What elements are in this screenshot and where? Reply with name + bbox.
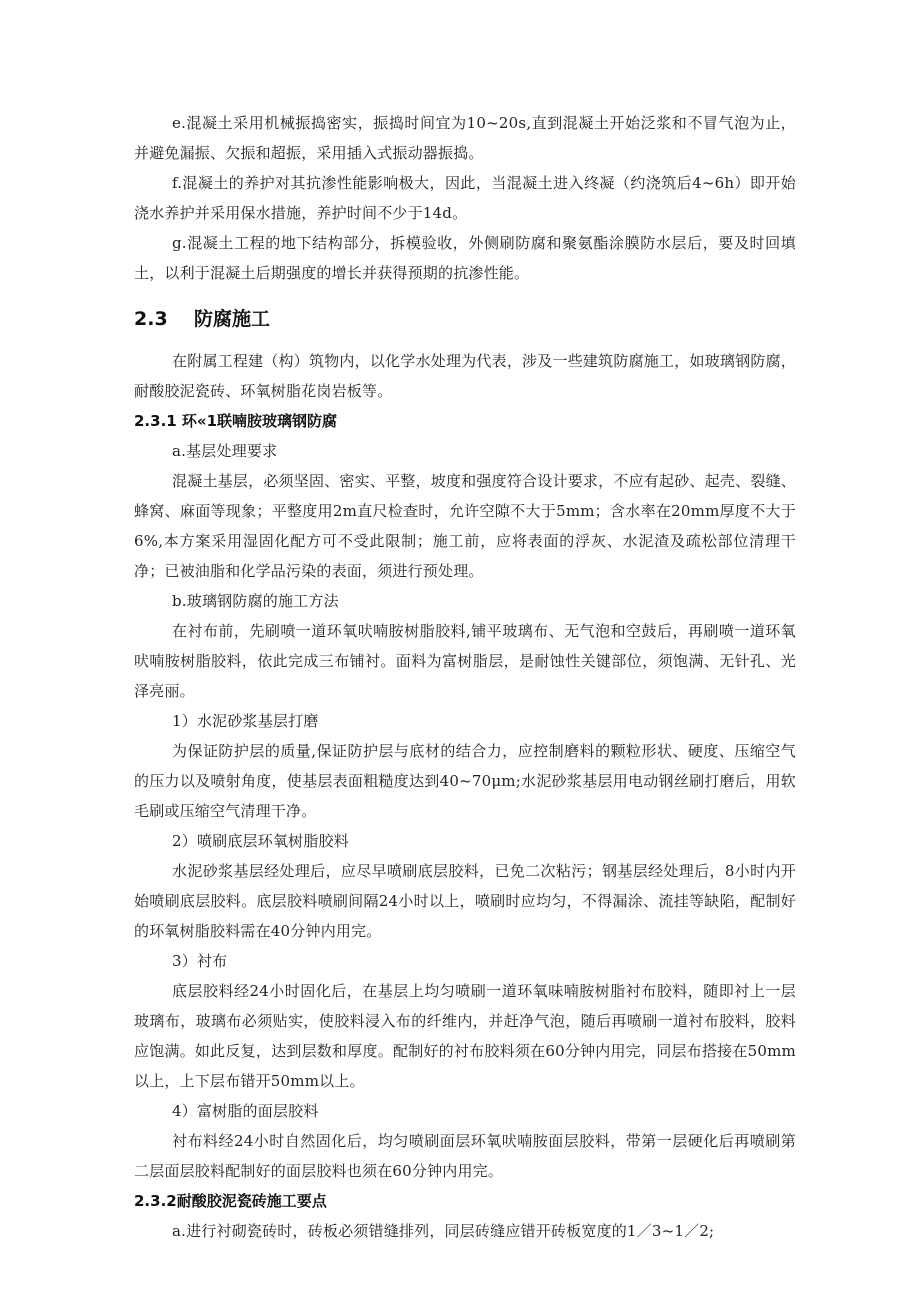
step-4-text: 衬布料经24小时自然固化后，均匀喷刷面层环氧吠喃胺面层胶料，带第一层硬化后再喷刷第二层面层胶料配制好的面层胶料也须在60分钟内用完。 — [134, 1132, 796, 1180]
step-3-text: 底层胶料经24小时固化后，在基层上均匀喷刷一道环氧味喃胺树脂衬布胶料，随即衬上一层玻璃布，玻璃布必须贴实，使胶料浸入布的纤维内，并赶净气泡，随后再喷刷一道衬布胶料，胶料应饱满。如此反复，达到层数和厚度。配制好的衬布胶料须在60分钟内用完，同层布搭接在50mm以上，上下层布错开50mm以上。 — [134, 982, 796, 1090]
item-b-title: b.玻璃钢防腐的施工方法 — [172, 592, 339, 610]
item-a-title: a.基层处理要求 — [172, 442, 278, 460]
item-a-text: 混凝土基层，必须坚固、密实、平整，坡度和强度符合设计要求，不应有起砂、起壳、裂缝、蜂窝、麻面等现象；平整度用2m直尺检查时，允许空隙不大于5mm；含水率在20mm厚度不大于6%,本方案采用湿固化配方可不受此限制；施工前，应将表面的浮灰、水泥渣及疏松部位清理干净；已被油脂和化学品污染的表面，须进行预处理。 — [134, 472, 796, 580]
step-4-title: 4）富树脂的面层胶料 — [172, 1102, 319, 1120]
step-2-title: 2）喷刷底层环氧树脂胶料 — [172, 832, 349, 850]
paragraph-g: g.混凝土工程的地下结构部分，拆模验收，外侧刷防腐和聚氨酯涂膜防水层后，要及时回填土，以利于混凝土后期强度的增长并获得预期的抗渗性能。 — [134, 234, 796, 282]
step-1-text: 为保证防护层的质量,保证防护层与底材的结合力，应控制磨料的颗粒形状、硬度、压缩空气的压力以及喷射角度，使基层表面粗糙度达到40~70μm;水泥砂浆基层用电动钢丝刷打磨后，用软毛刷或压缩空气清理干净。 — [134, 742, 796, 820]
subsection-heading-2-3-2: 2.3.2耐酸胶泥瓷砖施工要点 — [134, 1192, 327, 1210]
section-title: 防腐施工 — [194, 308, 271, 330]
paragraph-f: f.混凝土的养护对其抗渗性能影响极大，因此，当混凝土进入终凝（约浇筑后4~6h）即开始浇水养护并采用保水措施，养护时间不少于14d。 — [134, 174, 796, 222]
section-heading-2-3 — [134, 306, 796, 332]
paragraph-e: e.混凝土采用机械振捣密实，振捣时间宜为10~20s,直到混凝土开始泛浆和不冒气泡为止，并避免漏振、欠振和超振，采用插入式振动器振捣。 — [134, 114, 796, 162]
step-1-title: 1）水泥砂浆基层打磨 — [172, 712, 319, 730]
step-2-text: 水泥砂浆基层经处理后，应尽早喷刷底层胶料，已免二次粘污；钢基层经处理后，8小时内开始喷刷底层胶料。底层胶料喷刷间隔24小时以上，喷刷时应均匀，不得漏涂、流挂等缺陷，配制好的环氧树脂胶料需在40分钟内用完。 — [134, 862, 796, 940]
section-intro: 在附属工程建（构）筑物内，以化学水处理为代表，涉及一些建筑防腐施工，如玻璃钢防腐，耐酸胶泥瓷砖、环氧树脂花岗岩板等。 — [134, 352, 796, 400]
subsection-heading-2-3-1: 2.3.1 环«1联喃胺玻璃钢防腐 — [134, 412, 338, 430]
step-3-title: 3）衬布 — [172, 952, 228, 970]
section-number: 2.3 — [134, 308, 168, 330]
item-2-3-2-a: a.进行衬砌瓷砖时，砖板必须错缝排列，同层砖缝应错开砖板宽度的1／3~1／2; — [172, 1222, 715, 1240]
item-b-text: 在衬布前，先刷喷一道环氧吠喃胺树脂胶料,铺平玻璃布、无气泡和空鼓后，再刷喷一道环氧吠喃胺树脂胶料，依此完成三布铺衬。面料为富树脂层，是耐蚀性关键部位，须饱满、无针孔、光泽亮丽。 — [134, 622, 796, 700]
document-body — [134, 108, 796, 1246]
